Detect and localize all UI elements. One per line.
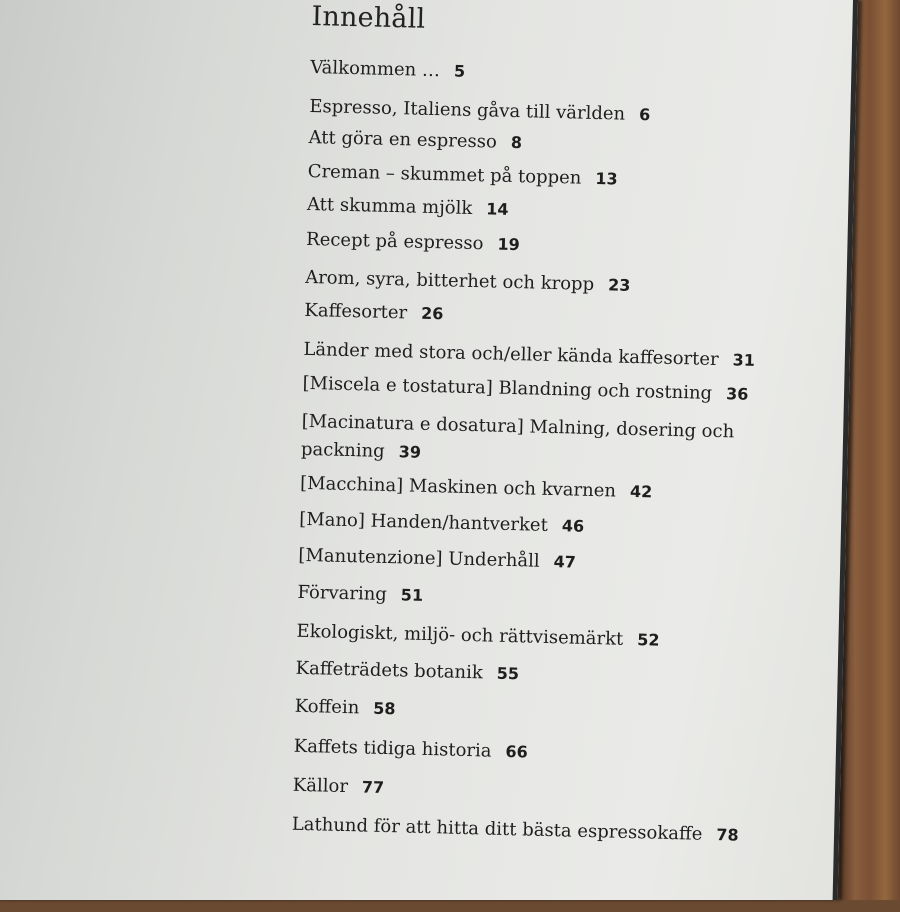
toc-entry <box>310 56 465 84</box>
entry-title: Koffein <box>294 695 360 719</box>
entry-title: Förvaring <box>297 581 388 606</box>
toc-entry <box>307 193 509 222</box>
toc-entry <box>308 126 522 155</box>
toc-entry <box>300 472 653 505</box>
entry-page-number: 13 <box>595 168 618 189</box>
entry-page-number: 5 <box>453 61 466 81</box>
entry-page-number: 77 <box>361 777 385 797</box>
toc-entry <box>295 657 519 686</box>
toc-entry <box>294 695 395 721</box>
entry-page-number: 31 <box>732 350 756 370</box>
toc-heading: Innehåll <box>311 0 426 35</box>
entry-page-number: 51 <box>400 585 424 605</box>
toc-entry <box>309 95 650 127</box>
toc-entry <box>293 735 528 765</box>
entry-page-number: 58 <box>373 698 396 719</box>
entry-page-number: 47 <box>553 552 577 572</box>
entry-title: Välkommen … <box>310 56 441 82</box>
entry-title: [Macinatura e dosatura] Malning, dosering och packning <box>300 410 735 462</box>
entry-title: [Mano] Handen/hantverket <box>299 508 549 536</box>
entry-title: Länder med stora och/eller kända kaffesorter <box>303 338 719 371</box>
entry-title: Kaffets tidiga historia <box>293 735 492 762</box>
entry-title: Att göra en espresso <box>308 126 498 153</box>
entry-title: Ekologiskt, miljö- och rättvisemärkt <box>296 620 624 650</box>
entry-title: Recept på espresso <box>305 228 484 255</box>
entry-page-number: 36 <box>725 384 749 404</box>
entry-page-number: 66 <box>505 741 529 762</box>
entry-title: Att skumma mjölk <box>306 193 473 219</box>
toc-entry <box>303 338 755 373</box>
entry-page-number: 19 <box>497 234 520 255</box>
toc-entry <box>308 160 618 192</box>
entry-title: Kaffesorter <box>304 299 408 324</box>
toc-entry <box>297 581 423 608</box>
entry-page-number: 42 <box>629 481 653 502</box>
entry-page-number: 78 <box>716 825 739 845</box>
toc-entry <box>296 620 660 653</box>
toc-entry <box>292 813 739 848</box>
entry-title: Kaffeträdets botanik <box>295 657 484 684</box>
entry-page-number: 55 <box>496 663 520 684</box>
table-of-contents <box>290 0 832 912</box>
entry-title: [Macchina] Maskinen och kvarnen <box>299 472 617 502</box>
toc-entry <box>306 228 520 257</box>
entry-title: Espresso, Italiens gåva till världen <box>309 95 626 125</box>
entry-page-number: 8 <box>510 132 523 153</box>
entry-page-number: 6 <box>638 105 651 125</box>
entry-title: [Manutenzione] Underhåll <box>298 544 540 572</box>
entry-page-number: 23 <box>607 275 631 295</box>
entry-title: Lathund för att hitta ditt bästa espressokaffe <box>291 813 703 845</box>
toc-entry <box>302 372 748 407</box>
entry-title: Creman – skummet på toppen <box>307 160 582 189</box>
entry-page-number: 39 <box>398 442 422 462</box>
entry-title: Källor <box>292 774 349 798</box>
toc-entry <box>301 408 772 475</box>
entry-page-number: 52 <box>637 630 660 650</box>
toc-entry <box>299 508 584 539</box>
toc-entry <box>305 266 631 298</box>
toc-entry <box>293 774 385 800</box>
entry-page-number: 26 <box>420 303 444 324</box>
entry-page-number: 46 <box>561 516 585 536</box>
entry-page-number: 14 <box>486 199 509 219</box>
entry-title: Arom, syra, bitterhet och kropp <box>304 266 595 295</box>
entry-title: [Miscela e tostatura] Blandning och rostning <box>302 372 713 404</box>
toc-entry <box>304 299 444 326</box>
toc-entry <box>298 544 576 575</box>
